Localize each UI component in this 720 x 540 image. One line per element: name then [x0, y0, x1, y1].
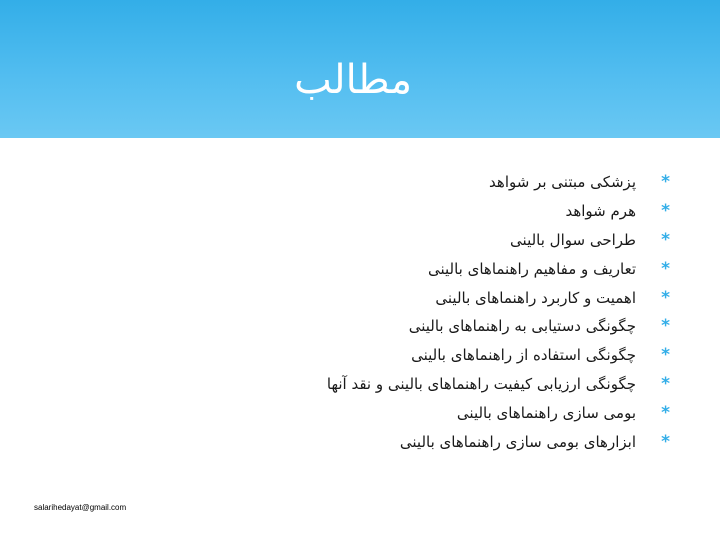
- list-item: [88, 399, 670, 428]
- list-item: [88, 428, 670, 457]
- list-item: [88, 168, 670, 197]
- list-item-label: بومی سازی راهنماهای بالینی: [456, 404, 636, 423]
- asterisk-bullet-icon: *: [661, 200, 670, 221]
- list-item-label: ابزارهای بومی سازی راهنماهای بالینی: [399, 433, 636, 452]
- list-item-label: پزشکی مبتنی بر شواهد: [489, 173, 636, 191]
- title-area: [0, 0, 720, 138]
- asterisk-bullet-icon: *: [661, 287, 670, 308]
- list-item-label: تعاریف و مفاهیم راهنماهای بالینی: [427, 259, 636, 278]
- bullet-list: [88, 168, 670, 457]
- list-item-label: چگونگی دستیابی به راهنماهای بالینی: [408, 317, 636, 336]
- list-item-label: چگونگی استفاده از راهنماهای بالینی: [411, 346, 636, 365]
- asterisk-bullet-icon: *: [661, 229, 670, 250]
- asterisk-bullet-icon: *: [661, 432, 670, 453]
- list-item-label: چگونگی ارزیابی کیفیت راهنماهای بالینی و نقد آنها: [326, 375, 636, 394]
- list-item: [88, 255, 670, 284]
- list-item: [88, 284, 670, 313]
- list-item-label: اهمیت و کاربرد راهنماهای بالینی: [435, 288, 636, 307]
- list-item: [88, 197, 670, 226]
- list-item-label: طراحی سوال بالینی: [510, 230, 636, 249]
- asterisk-bullet-icon: *: [661, 316, 670, 337]
- list-item: [88, 341, 670, 370]
- footer-email: salarihedayat@gmail.com: [34, 503, 127, 512]
- slide-title: مطالب: [294, 57, 412, 103]
- list-item-label: هرم شواهد: [565, 201, 636, 220]
- list-item: [88, 226, 670, 255]
- asterisk-bullet-icon: *: [661, 345, 670, 366]
- asterisk-bullet-icon: *: [661, 172, 670, 192]
- list-item: [88, 370, 670, 399]
- list-item: [88, 312, 670, 341]
- asterisk-bullet-icon: *: [661, 374, 670, 395]
- asterisk-bullet-icon: *: [661, 258, 670, 279]
- asterisk-bullet-icon: *: [661, 403, 670, 424]
